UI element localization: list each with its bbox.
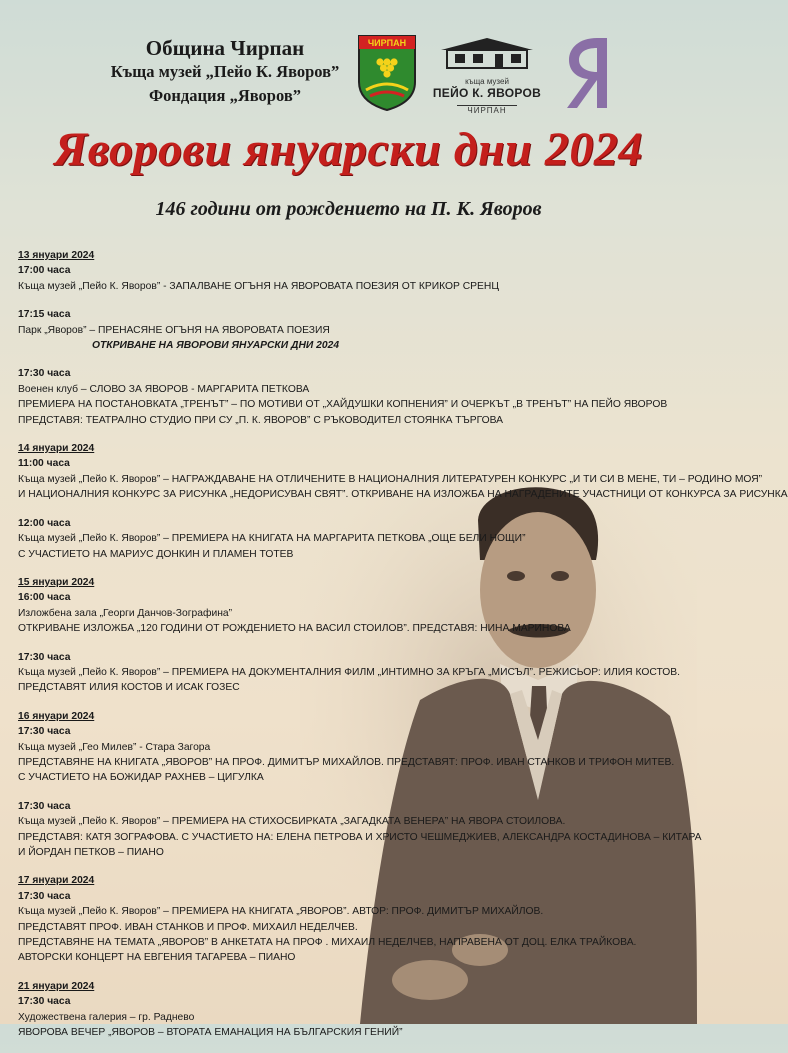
event-block (18, 248, 683, 294)
event-time: 17:30 часа (18, 651, 71, 663)
event-block (18, 575, 683, 637)
event-description: Къща музей „Гео Милев” - Стара Загора (18, 741, 211, 753)
org-museum: Къща музей „Пейо К. Яворов” (110, 62, 340, 81)
event-time: 11:00 часа (18, 458, 70, 470)
organizers (100, 36, 350, 108)
event-time: 17:30 часа (18, 726, 71, 738)
museum-name: ПЕЙО К. ЯВОРОВ (432, 86, 542, 100)
event-description: Художествена галерия – гр. Раднево (18, 1011, 195, 1023)
event-time: 17:30 часа (18, 368, 71, 380)
museum-city: ЧИРПАН (457, 105, 516, 115)
event-description: ЯВОРОВА ВЕЧЕР „ЯВОРОВ – ВТОРАТА ЕМАНАЦИЯ НА БЪЛГАРСКИЯ ГЕНИЙ” (18, 1027, 403, 1039)
event-date: 16 януари 2024 (18, 710, 95, 722)
event-description: ПРЕДСТАВЯТ ИЛИЯ КОСТОВ И ИСАК ГОЗЕС (18, 682, 240, 694)
event-block (18, 650, 683, 696)
event-block (18, 366, 683, 428)
event-description: Къща музей „Пейо К. Яворов” – ПРЕМИЕРА НА ДОКУМЕНТАЛНИЯ ФИЛМ „ИНТИМНО ЗА КРЪГА „МИСЪЛ”. РЕЖИСЬОР: ИЛИЯ КОСТОВ. (18, 666, 681, 678)
org-municipality: Община Чирпан (145, 36, 305, 60)
event-description: Военен клуб – СЛОВО ЗА ЯВОРОВ - МАРГАРИТА ПЕТКОВА (18, 383, 310, 395)
event-block (18, 516, 683, 562)
event-time: 12:00 часа (18, 517, 71, 529)
event-description: Къща музей „Пейо К. Яворов” - ЗАПАЛВАНЕ ОГЪНЯ НА ЯВОРОВАТА ПОЕЗИЯ ОТ КРИКОР СРЕНЦ (18, 280, 499, 292)
chirpan-crest-icon (356, 34, 418, 112)
crest-label: ЧИРПАН (367, 38, 407, 48)
museum-small-label: къща музей (465, 77, 509, 86)
event-description: ПРЕДСТАВЯ: ТЕАТРАЛНО СТУДИО ПРИ СУ „П. К. ЯВОРОВ” С РЪКОВОДИТЕЛ СТОЯНКА ТЪРГОВА (18, 414, 504, 426)
event-description: Изложбена зала „Георги Данчов-Зографина” (18, 607, 233, 619)
event-description: И НАЦИОНАЛНИЯ КОНКУРС ЗА РИСУНКА „НЕДОРИСУВАН СВЯТ”. ОТКРИВАНЕ НА ИЗЛОЖБА НА НАГРАДЕНИТЕ УЧАСТНИЦИ ОТ КОНКУРСА ЗА РИСУНКА (18, 489, 788, 501)
event-subtitle: ОТКРИВАНЕ НА ЯВОРОВИ ЯНУАРСКИ ДНИ 2024 (92, 340, 340, 352)
event-block (18, 709, 683, 786)
ya-monogram-icon (555, 32, 625, 112)
event-block (18, 799, 702, 861)
event-description: ПРЕДСТАВЯНЕ НА КНИГАТА „ЯВОРОВ” НА ПРОФ. ДИМИТЪР МИХАЙЛОВ. ПРЕДСТАВЯТ: ПРОФ. ИВАН СТАНКОВ И ТРИФОН МИТЕВ. (18, 756, 675, 768)
event-date: 15 януари 2024 (18, 576, 95, 588)
event-time: 17:30 часа (18, 800, 71, 812)
event-description: Къща музей „Пейо К. Яворов” – НАГРАЖДАВАНЕ НА ОТЛИЧЕНИТЕ В НАЦИОНАЛНИЯ ЛИТЕРАТУРЕН КОНКУРС „И ТИ СИ В МЕНЕ, ТИ – РОДИНО МОЯ” (18, 473, 763, 485)
event-time: 17:15 часа (18, 309, 71, 321)
event-description: С УЧАСТИЕТО НА БОЖИДАР РАХНЕВ – ЦИГУЛКА (18, 772, 264, 784)
event-time: 17:30 часа (18, 996, 71, 1008)
poster-subtitle: 146 години от рождението на П. К. Яворов (155, 198, 542, 220)
event-date: 13 януари 2024 (18, 250, 95, 261)
event-description: Къща музей „Пейо К. Яворов” – ПРЕМИЕРА НА СТИХОСБИРКАТА „ЗАГАДКАТА ВЕНЕРА” НА ЯВОРА СТОИЛОВА. (18, 816, 566, 828)
event-block (18, 873, 683, 965)
event-description: Парк „Яворов” – ПРЕНАСЯНЕ ОГЪНЯ НА ЯВОРОВАТА ПОЕЗИЯ (18, 324, 330, 336)
event-block (18, 979, 683, 1041)
event-description: Къща музей „Пейо К. Яворов” – ПРЕМИЕРА НА КНИГАТА НА МАРГАРИТА ПЕТКОВА „ОЩЕ БЕЛИ НОЩИ” (18, 533, 526, 545)
event-description: С УЧАСТИЕТО НА МАРИУС ДОНКИН И ПЛАМЕН ТОТЕВ (18, 548, 294, 560)
event-description: Къща музей „Пейо К. Яворов” – ПРЕМИЕРА НА КНИГАТА „ЯВОРОВ”. АВТОР: ПРОФ. ДИМИТЪР МИХАЙЛОВ. (18, 906, 544, 918)
header (0, 0, 697, 120)
event-description: АВТОРСКИ КОНЦЕРТ НА ЕВГЕНИЯ ТАГАРЕВА – ПИАНО (18, 952, 296, 964)
event-description: ОТКРИВАНЕ ИЗЛОЖБА „120 ГОДИНИ ОТ РОЖДЕНИЕТО НА ВАСИЛ СТОИЛОВ”. ПРЕДСТАВЯ: НИНА МАРИНОВА (18, 623, 571, 635)
event-description: ПРЕДСТАВЯНЕ НА ТЕМАТА „ЯВОРОВ” В АНКЕТАТА НА ПРОФ . МИХАИЛ НЕДЕЛЧЕВ, НАПРАВЕНА ОТ ДОЦ. ЕЛКА ТРАЙКОВА. (18, 937, 637, 949)
org-foundation: Фондация „Яворов” (149, 86, 301, 105)
event-block (18, 441, 788, 503)
event-time: 16:00 часа (18, 592, 71, 604)
museum-house-icon (437, 36, 537, 70)
event-description: И ЙОРДАН ПЕТКОВ – ПИАНО (18, 847, 164, 858)
event-description: ПРЕДСТАВЯТ ПРОФ. ИВАН СТАНКОВ И ПРОФ. МИХАИЛ НЕДЕЛЧЕВ. (18, 921, 358, 933)
event-block (18, 307, 683, 353)
poster-title: Яворови януарски дни 2024 (54, 123, 643, 176)
event-time: 17:00 часа (18, 265, 71, 277)
event-time: 17:30 часа (18, 890, 71, 902)
event-date: 21 януари 2024 (18, 980, 95, 992)
event-description: ПРЕДСТАВЯ: КАТЯ ЗОГРАФОВА. С УЧАСТИЕТО НА: ЕЛЕНА ПЕТРОВА И ХРИСТО ЧЕШМЕДЖИЕВ, АЛЕКСАНДРА КОСТАДИНОВА – КИТАРА (18, 831, 702, 843)
museum-logo (432, 36, 542, 115)
event-program (18, 248, 788, 1053)
event-date: 17 януари 2024 (18, 875, 95, 887)
event-description: ПРЕМИЕРА НА ПОСТАНОВКАТА „ТРЕНЪТ” – ПО МОТИВИ ОТ „ХАЙДУШКИ КОПНЕНИЯ” И ОЧЕРКЪТ „В ТРЕНЪТ” НА ПЕЙО ЯВОРОВ (18, 399, 668, 411)
event-date: 14 януари 2024 (18, 443, 95, 455)
